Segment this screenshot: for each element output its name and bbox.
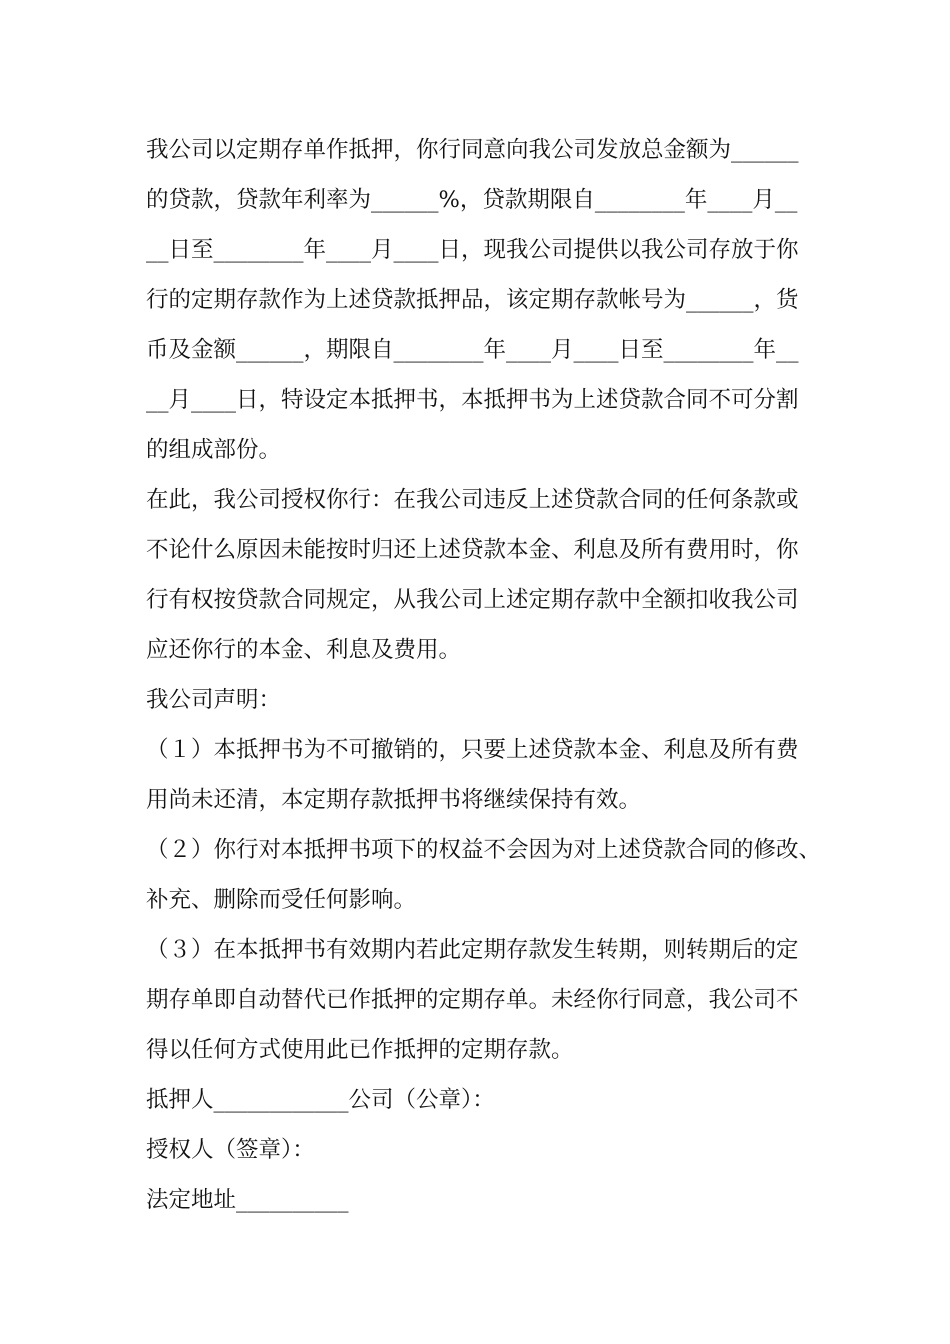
text-line: 我公司以定期存单作抵押，你行同意向我公司发放总金额为______ [146,137,799,163]
signature-authorized: 授权人（签章）： [146,1137,315,1163]
text-line: 应还你行的本金、利息及费用。 [146,637,462,663]
text-line: 得以任何方式使用此已作抵押的定期存款。 [146,1037,574,1063]
text-line: 的组成部份。 [146,437,282,463]
text-line: __日至________年____月____日，现我公司提供以我公司存放于你 [146,237,799,263]
text-line: 行有权按贷款合同规定，从我公司上述定期存款中全额扣收我公司 [146,587,799,613]
clause-3: （３）在本抵押书有效期内若此定期存款发生转期，则转期后的定 [146,937,799,963]
section-heading: 我公司声明： [146,687,282,713]
text-line: 的贷款，贷款年利率为______%，贷款期限自________年____月__ [146,187,798,213]
text-line: 用尚未还清，本定期存款抵押书将继续保持有效。 [146,787,642,813]
legal-address: 法定地址__________ [146,1187,349,1213]
text-line: 期存单即自动替代已作抵押的定期存单。未经你行同意，我公司不 [146,987,799,1013]
text-line: 不论什么原因未能按时归还上述贷款本金、利息及所有费用时，你 [146,537,799,563]
signature-mortgagor: 抵押人____________公司（公章）： [146,1087,495,1113]
text-line: __月____日，特设定本抵押书，本抵押书为上述贷款合同不可分割 [146,387,799,413]
text-line: 补充、删除而受任何影响。 [146,887,417,913]
text-line: 行的定期存款作为上述贷款抵押品，该定期存款帐号为______，货 [146,287,799,313]
clause-1: （１）本抵押书为不可撤销的，只要上述贷款本金、利息及所有费 [146,737,799,763]
clause-2: （２）你行对本抵押书项下的权益不会因为对上述贷款合同的修改、 [146,837,822,863]
text-line: 在此，我公司授权你行：在我公司违反上述贷款合同的任何条款或 [146,487,799,513]
text-line: 币及金额______，期限自________年____月____日至________年__ [146,337,799,363]
